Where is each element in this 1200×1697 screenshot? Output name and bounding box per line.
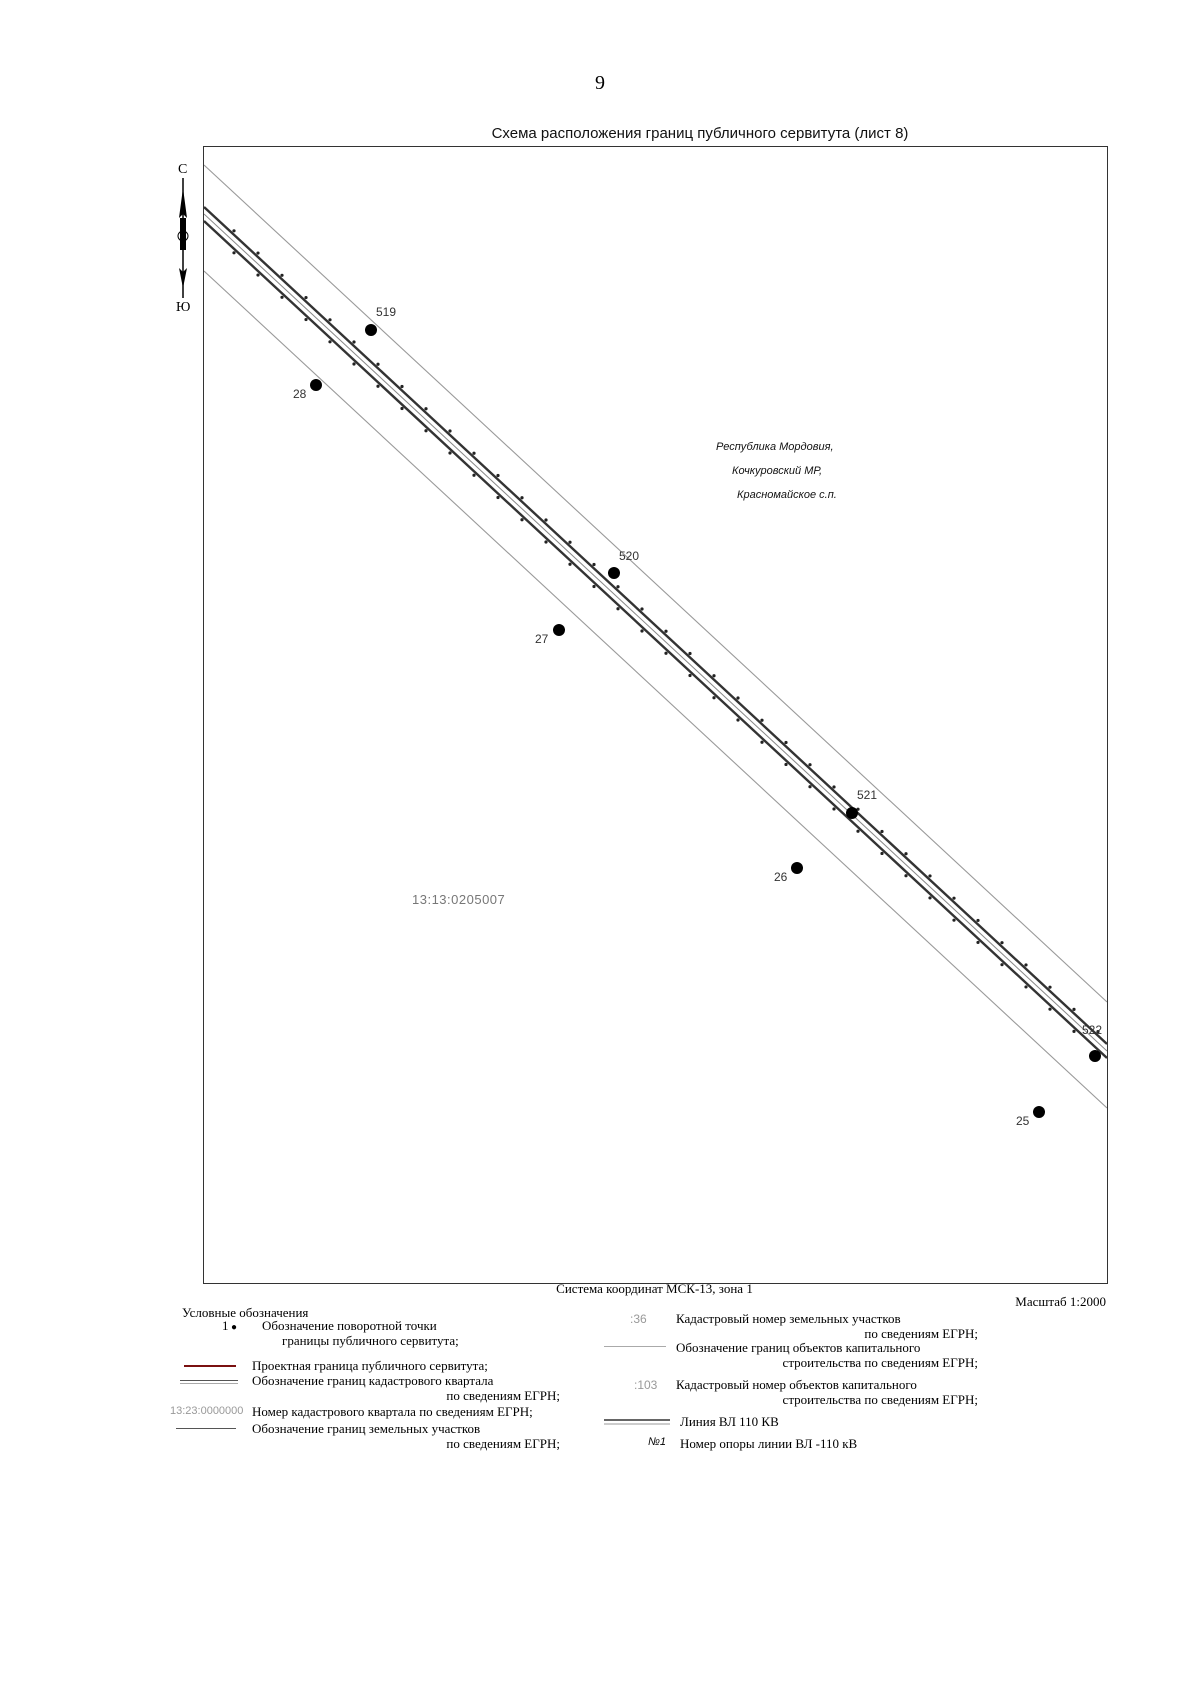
turn-point-521	[846, 807, 858, 819]
corridor-tick	[712, 674, 715, 677]
cadastral-quarter-number: 13:13:0205007	[412, 892, 506, 907]
turn-point-27	[553, 624, 565, 636]
turn-point-520	[608, 567, 620, 579]
corridor-tick	[424, 407, 427, 410]
corridor-edge-upper	[204, 207, 1107, 1044]
corridor-tick	[1072, 1030, 1075, 1033]
legend-capital-boundary-line2: строительства по сведениям ЕГРН;	[782, 1355, 978, 1370]
land-boundary-icon	[176, 1428, 236, 1429]
corridor-tick	[616, 607, 619, 610]
corridor-tick	[784, 763, 787, 766]
power-line-corridor	[204, 207, 1107, 1058]
corridor-tick	[568, 563, 571, 566]
corridor-tick	[472, 474, 475, 477]
region-label-line3: Красномайское с.п.	[737, 489, 837, 501]
corridor-tick	[496, 474, 499, 477]
region-label-line1: Республика Мордовия,	[716, 441, 834, 453]
south-label: Ю	[176, 300, 191, 315]
corridor-tick	[448, 451, 451, 454]
map-canvas	[204, 147, 1107, 1283]
corridor-tick	[1024, 985, 1027, 988]
corridor-tick	[544, 540, 547, 543]
corridor-tick	[472, 452, 475, 455]
corridor-tick	[784, 741, 787, 744]
capital-number-symbol: :103	[634, 1378, 658, 1392]
corridor-edge-lower	[204, 221, 1107, 1058]
coordinate-system: Система координат МСК-13, зона 1	[556, 1281, 753, 1296]
legend-turn-point-symbol: 1 ●	[222, 1318, 238, 1333]
point-label-521: 521	[857, 788, 878, 802]
corridor-tick	[1072, 1008, 1075, 1011]
north-label: С	[178, 162, 188, 177]
corridor-tick	[1024, 963, 1027, 966]
point-label-522: 522	[1082, 1023, 1103, 1037]
capital-boundary-icon	[604, 1346, 666, 1347]
corridor-tick	[640, 629, 643, 632]
corridor-tick	[520, 518, 523, 521]
legend-capital-boundary-line1: Обозначение границ объектов капитального	[676, 1340, 921, 1355]
legend-land-boundary-line2: по сведениям ЕГРН;	[446, 1436, 560, 1451]
corridor-tick	[928, 896, 931, 899]
legend-land-boundary-line1: Обозначение границ земельных участков	[252, 1421, 481, 1436]
power-line-icon	[604, 1418, 670, 1426]
point-label-25: 25	[1016, 1114, 1030, 1128]
corridor-tick	[976, 919, 979, 922]
corridor-center	[204, 214, 1107, 1051]
legend-support-number: Номер опоры линии ВЛ -110 кВ	[680, 1436, 858, 1451]
legend-quarter-boundary-line2: по сведениям ЕГРН;	[446, 1388, 560, 1403]
page-number: 9	[595, 72, 605, 94]
point-label-520: 520	[619, 549, 640, 563]
corridor-tick	[832, 785, 835, 788]
map-frame	[203, 146, 1108, 1284]
corridor-tick	[1048, 1008, 1051, 1011]
point-label-26: 26	[774, 870, 788, 884]
corridor-tick	[520, 496, 523, 499]
corridor-tick	[808, 763, 811, 766]
point-label-519: 519	[376, 305, 397, 319]
legend-capital-boundary	[676, 1340, 978, 1370]
quarter-boundary-icon	[180, 1380, 238, 1384]
legend-turn-point	[262, 1318, 459, 1348]
corridor-tick	[976, 941, 979, 944]
legend-land-number-line2: по сведениям ЕГРН;	[864, 1326, 978, 1341]
legend-land-number-line1: Кадастровый номер земельных участков	[676, 1311, 901, 1326]
corridor-tick	[280, 296, 283, 299]
corridor-tick	[544, 518, 547, 521]
point-label-28: 28	[293, 387, 307, 401]
map-scale: Масштаб 1:2000	[1015, 1294, 1106, 1309]
corridor-tick	[832, 807, 835, 810]
corridor-tick	[904, 874, 907, 877]
land-number-symbol: :36	[630, 1312, 647, 1326]
corridor-tick	[736, 718, 739, 721]
corridor-tick	[448, 429, 451, 432]
corridor-tick	[304, 296, 307, 299]
corridor-tick	[256, 273, 259, 276]
corridor-tick	[352, 340, 355, 343]
corridor-tick	[808, 785, 811, 788]
region-label-line2: Кочкуровский МР,	[732, 465, 823, 477]
corridor-tick	[280, 274, 283, 277]
legend-quarter-boundary	[252, 1373, 560, 1403]
turn-point-519	[365, 324, 377, 336]
legend-power-line: Линия ВЛ 110 КВ	[680, 1414, 779, 1429]
legend-servitude: Проектная граница публичного сервитута;	[252, 1358, 488, 1373]
legend-capital-number-line2: строительства по сведениям ЕГРН;	[782, 1392, 978, 1407]
corridor-tick	[376, 385, 379, 388]
legend-capital-number-line1: Кадастровый номер объектов капитального	[676, 1377, 917, 1392]
turn-point-522	[1089, 1050, 1101, 1062]
corridor-tick	[736, 696, 739, 699]
lower-boundary-line	[204, 271, 1107, 1108]
turn-point-28	[310, 379, 322, 391]
point-label-27: 27	[535, 632, 549, 646]
corridor-tick	[232, 251, 235, 254]
corridor-tick	[328, 318, 331, 321]
corridor-tick	[1048, 986, 1051, 989]
legend-capital-number	[676, 1377, 978, 1407]
corridor-tick	[640, 607, 643, 610]
turn-points-lower	[310, 379, 1045, 1118]
corridor-tick	[880, 830, 883, 833]
compass-icon	[170, 178, 200, 318]
corridor-tick	[376, 363, 379, 366]
legend-title: Условные обозначения	[182, 1305, 309, 1320]
corridor-tick	[760, 719, 763, 722]
corridor-tick	[1000, 963, 1003, 966]
corridor-tick	[1000, 941, 1003, 944]
corridor-tick	[664, 630, 667, 633]
corridor-tick	[904, 852, 907, 855]
legend-quarter-number: Номер кадастрового квартала по сведениям ЕГРН;	[252, 1404, 533, 1419]
turn-point-25	[1033, 1106, 1045, 1118]
corridor-tick	[664, 652, 667, 655]
corridor-tick	[328, 340, 331, 343]
quarter-number-symbol: 13:23:0000000	[170, 1405, 244, 1417]
corridor-tick	[352, 362, 355, 365]
servitude-line-icon	[184, 1365, 236, 1367]
north-arrow	[170, 162, 200, 322]
map-title: Схема расположения границ публичного сервитута (лист 8)	[491, 125, 909, 142]
legend-turn-point-line2: границы публичного сервитута;	[282, 1333, 459, 1348]
corridor-tick	[952, 919, 955, 922]
corridor-tick	[688, 652, 691, 655]
outer-land-lines	[204, 165, 1107, 1108]
corridor-tick	[688, 674, 691, 677]
corridor-tick	[400, 385, 403, 388]
corridor-tick	[592, 563, 595, 566]
corridor-tick	[304, 318, 307, 321]
turn-point-26	[791, 862, 803, 874]
corridor-tick	[760, 741, 763, 744]
corridor-tick	[616, 585, 619, 588]
corridor-tick	[928, 874, 931, 877]
corridor-tick	[952, 897, 955, 900]
corridor-tick	[856, 830, 859, 833]
upper-boundary-line	[204, 165, 1107, 1002]
corridor-tick	[568, 541, 571, 544]
corridor-tick	[712, 696, 715, 699]
corridor-tick	[424, 429, 427, 432]
corridor-tick	[232, 229, 235, 232]
support-number-symbol: №1	[648, 1436, 667, 1448]
corridor-tick	[592, 585, 595, 588]
corridor-tick	[400, 407, 403, 410]
legend-turn-point-line1: Обозначение поворотной точки	[262, 1318, 437, 1333]
corridor-tick	[880, 852, 883, 855]
legend-quarter-boundary-line1: Обозначение границ кадастрового квартала	[252, 1373, 494, 1388]
legend-land-boundary	[252, 1421, 560, 1451]
legend-land-number	[676, 1311, 978, 1341]
corridor-tick	[256, 251, 259, 254]
corridor-tick	[496, 496, 499, 499]
